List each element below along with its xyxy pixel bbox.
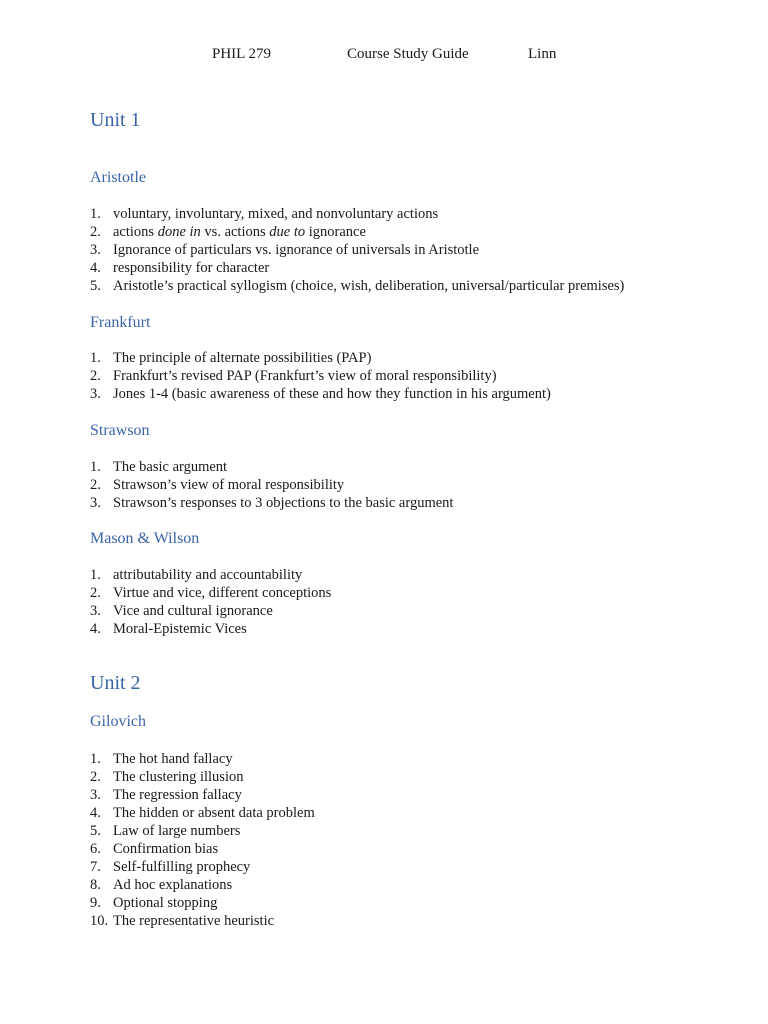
item-text-emphasis: due to	[269, 224, 306, 240]
item-text: Jones 1-4 (basic awareness of these and how they function in his argument)	[113, 386, 551, 402]
list-item	[90, 876, 315, 894]
item-text: Moral-Epistemic Vices	[113, 621, 247, 637]
item-number: 5.	[90, 278, 101, 294]
item-number: 2.	[90, 368, 101, 384]
list-item	[90, 840, 315, 858]
item-text: Strawson’s view of moral responsibility	[113, 477, 345, 493]
list-item	[90, 912, 315, 930]
item-number: 3.	[90, 603, 101, 619]
author-name: Linn	[528, 46, 557, 62]
item-number: 10.	[90, 913, 109, 929]
item-text: Law of large numbers	[113, 823, 241, 839]
list-item	[90, 385, 551, 403]
list-item	[90, 620, 331, 638]
item-text: voluntary, involuntary, mixed, and nonvoluntary actions	[113, 206, 439, 222]
item-text: The principle of alternate possibilities (PAP)	[113, 350, 372, 366]
aristotle-list	[90, 205, 624, 295]
list-item	[90, 205, 624, 223]
document-title: Course Study Guide	[347, 46, 469, 62]
list-item	[90, 804, 315, 822]
section-heading-gilovich: Gilovich	[90, 713, 146, 730]
list-item	[90, 259, 624, 277]
item-number: 4.	[90, 621, 101, 637]
list-item	[90, 584, 331, 602]
item-text: The hidden or absent data problem	[113, 805, 315, 821]
list-item	[90, 894, 315, 912]
list-item	[90, 223, 624, 241]
item-number: 6.	[90, 841, 101, 857]
strawson-list	[90, 458, 453, 512]
item-number: 2.	[90, 224, 101, 240]
list-item	[90, 768, 315, 786]
item-text: The clustering illusion	[113, 769, 244, 785]
item-number: 9.	[90, 895, 101, 911]
item-number: 1.	[90, 206, 101, 222]
item-number: 1.	[90, 459, 101, 475]
item-number: 4.	[90, 805, 101, 821]
item-number: 1.	[90, 751, 101, 767]
section-heading-mason-wilson: Mason & Wilson	[90, 530, 200, 547]
item-text: actions	[113, 224, 158, 240]
item-number: 2.	[90, 769, 101, 785]
gilovich-list	[90, 750, 315, 930]
item-number: 4.	[90, 260, 101, 276]
list-item	[90, 858, 315, 876]
item-text: Virtue and vice, different conceptions	[113, 585, 332, 601]
item-text: responsibility for character	[113, 260, 270, 276]
item-text: Ad hoc explanations	[113, 877, 233, 893]
item-number: 5.	[90, 823, 101, 839]
item-text: Strawson’s responses to 3 objections to the basic argument	[113, 495, 454, 511]
item-text: The regression fallacy	[113, 787, 242, 803]
item-text: The representative heuristic	[113, 913, 275, 929]
item-text: vs. actions	[200, 224, 270, 240]
item-text: attributability and accountability	[113, 567, 303, 583]
item-number: 3.	[90, 495, 101, 511]
item-text: Frankfurt’s revised PAP (Frankfurt’s view of moral responsibility)	[113, 368, 497, 384]
item-text: Ignorance of particulars vs. ignorance of universals in Aristotle	[113, 242, 480, 258]
list-item	[90, 367, 551, 385]
unit-heading: Unit 1	[90, 109, 141, 131]
list-item	[90, 602, 331, 620]
item-text: ignorance	[305, 224, 366, 240]
list-item	[90, 750, 315, 768]
frankfurt-list	[90, 349, 551, 403]
list-item	[90, 458, 453, 476]
list-item	[90, 476, 453, 494]
item-number: 3.	[90, 787, 101, 803]
item-text: The basic argument	[113, 459, 228, 475]
section-heading-strawson: Strawson	[90, 422, 150, 439]
list-item	[90, 822, 315, 840]
list-item	[90, 349, 551, 367]
item-number: 1.	[90, 567, 101, 583]
list-item	[90, 241, 624, 259]
section-heading-frankfurt: Frankfurt	[90, 314, 151, 331]
item-text-emphasis: done in	[157, 224, 201, 240]
item-number: 2.	[90, 477, 101, 493]
item-text: Vice and cultural ignorance	[113, 603, 273, 619]
item-number: 7.	[90, 859, 101, 875]
item-number: 8.	[90, 877, 101, 893]
list-item	[90, 786, 315, 804]
item-number: 1.	[90, 350, 101, 366]
item-text: Aristotle’s practical syllogism (choice, wish, deliberation, universal/particular premises)	[113, 278, 625, 294]
item-number: 3.	[90, 386, 101, 402]
list-item	[90, 566, 331, 584]
section-heading-aristotle: Aristotle	[90, 169, 146, 186]
item-text: The hot hand fallacy	[113, 751, 233, 767]
item-text: Self-fulfilling prophecy	[113, 859, 251, 875]
item-text: Optional stopping	[113, 895, 218, 911]
course-code: PHIL 279	[212, 46, 272, 62]
item-number: 3.	[90, 242, 101, 258]
unit-heading: Unit 2	[90, 672, 141, 694]
list-item	[90, 494, 453, 512]
mason-wilson-list	[90, 566, 331, 638]
list-item	[90, 277, 624, 295]
item-number: 2.	[90, 585, 101, 601]
item-text: Confirmation bias	[113, 841, 219, 857]
